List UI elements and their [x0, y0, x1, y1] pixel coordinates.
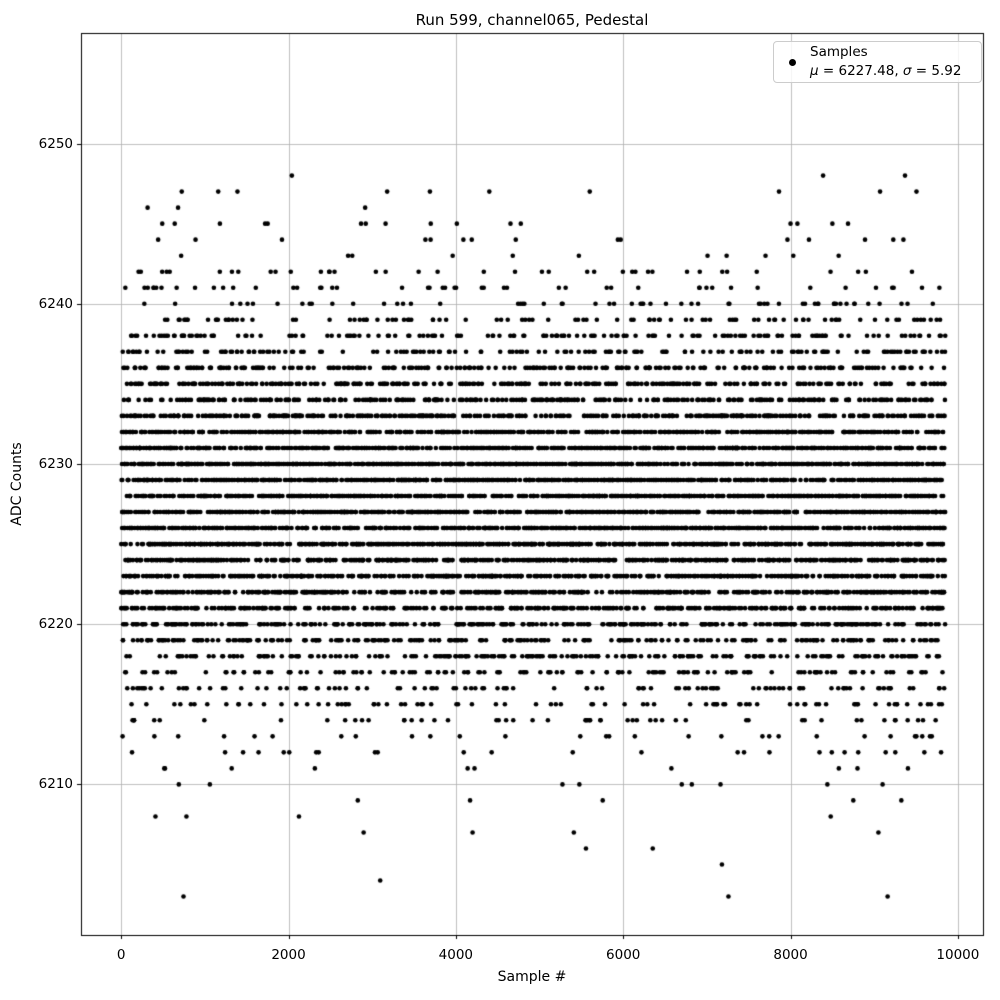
mu-value: = 6227.48,: [818, 63, 903, 79]
y-tick-label-6250: 6250: [38, 135, 73, 152]
mu-symbol: μ: [810, 63, 819, 79]
x-tick-label-10000: 10000: [936, 947, 980, 963]
y-tick-label-6230: 6230: [38, 455, 73, 472]
legend-stats-label: [810, 62, 961, 81]
y-axis-label: ADC Counts: [9, 442, 25, 526]
legend-marker-col: [774, 59, 810, 66]
x-tick-label-0: 0: [116, 947, 126, 963]
x-tick-label-2000: 2000: [271, 947, 306, 963]
y-tick-label-6210: 6210: [38, 776, 73, 793]
legend-samples-label: Samples: [810, 44, 868, 60]
sigma-symbol: σ: [902, 63, 912, 79]
y-tick-label-6220: 6220: [38, 616, 73, 633]
samples-marker-icon: [789, 59, 796, 66]
sigma-value: = 5.92: [911, 63, 962, 79]
x-tick-label-8000: 8000: [773, 947, 808, 963]
y-tick-label-6240: 6240: [38, 295, 73, 312]
legend-box: [773, 41, 982, 83]
x-tick-label-6000: 6000: [606, 947, 641, 963]
x-tick-label-4000: 4000: [438, 947, 474, 963]
x-axis-label: Sample #: [497, 969, 567, 985]
chart-title: Run 599, channel065, Pedestal: [415, 11, 649, 29]
